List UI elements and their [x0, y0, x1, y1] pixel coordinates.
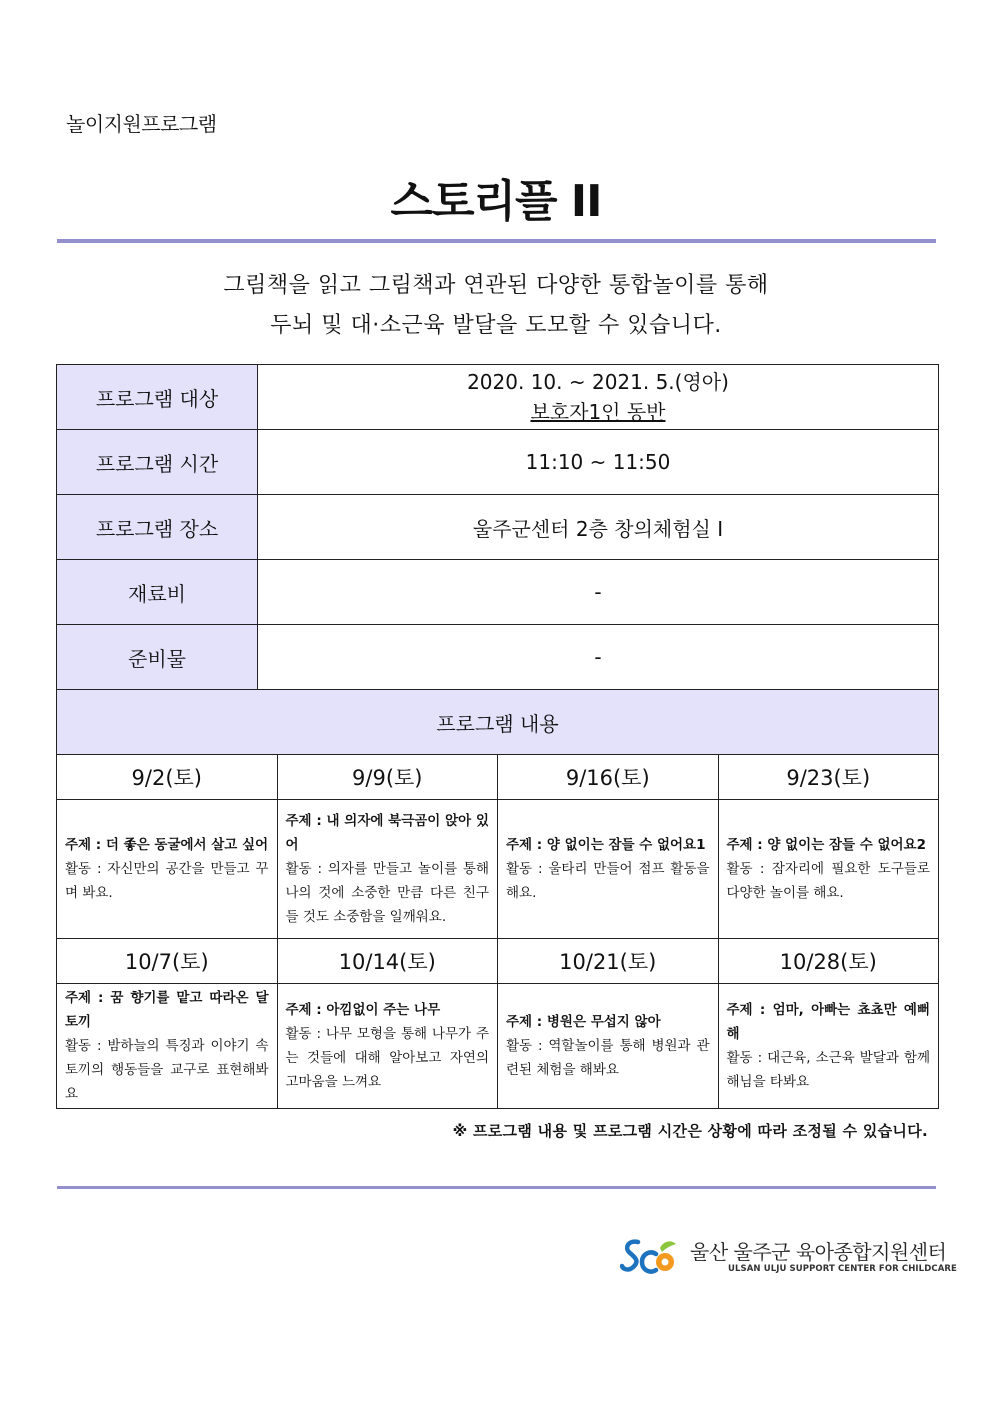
session-detail — [498, 984, 719, 1109]
detail-row-1 — [57, 800, 939, 939]
content-heading-row — [57, 690, 939, 755]
target-value: 2020. 10. ~ 2021. 5.(영아) — [467, 370, 729, 394]
info-row-prep — [57, 625, 939, 690]
session-detail — [718, 800, 939, 939]
session-date: 10/21(토) — [498, 939, 719, 984]
program-info-table — [56, 364, 939, 690]
intro-line-2: 두뇌 및 대·소근육 발달을 도모할 수 있습니다. — [270, 313, 722, 338]
session-topic: 주제 : 꿈 향기를 맡고 따라온 달 토끼 — [65, 990, 269, 1030]
session-date: 10/28(토) — [718, 939, 939, 984]
center-english-name: ULSAN ULJU SUPPORT CENTER FOR CHILDCARE — [728, 1264, 957, 1274]
session-activity: 활동 : 자신만의 공간을 만들고 꾸며 봐요. — [65, 861, 269, 901]
place-label: 프로그램 장소 — [57, 495, 258, 560]
session-date: 10/14(토) — [277, 939, 498, 984]
content-heading: 프로그램 내용 — [57, 690, 939, 755]
session-detail — [498, 800, 719, 939]
center-logo — [620, 1234, 957, 1278]
session-detail — [57, 984, 278, 1109]
session-topic: 주제 : 양 없이는 잠들 수 없어요2 — [726, 837, 926, 853]
session-detail — [57, 800, 278, 939]
time-value: 11:10 ~ 11:50 — [258, 430, 939, 495]
info-row-place — [57, 495, 939, 560]
session-activity: 활동 : 울타리 만들어 점프 활동을 해요. — [506, 861, 710, 901]
intro-text — [0, 266, 992, 346]
session-activity: 활동 : 나무 모형을 통해 나무가 주는 것들에 대해 알아보고 자연의 고마움을 느껴요 — [285, 1026, 489, 1090]
fee-label: 재료비 — [57, 560, 258, 625]
session-activity: 활동 : 밤하늘의 특징과 이야기 속 토끼의 행동들을 교구로 표현해봐요 — [65, 1038, 269, 1102]
session-topic: 주제 : 병원은 무섭지 않아 — [506, 1014, 661, 1030]
session-date: 9/23(토) — [718, 755, 939, 800]
date-row-1 — [57, 755, 939, 800]
session-topic: 주제 : 양 없이는 잠들 수 없어요1 — [506, 837, 706, 853]
prep-label: 준비물 — [57, 625, 258, 690]
session-detail — [718, 984, 939, 1109]
schedule-notice: ※ 프로그램 내용 및 프로그램 시간은 상황에 따라 조정될 수 있습니다. — [452, 1122, 928, 1140]
time-label: 프로그램 시간 — [57, 430, 258, 495]
session-date: 9/16(토) — [498, 755, 719, 800]
session-topic: 주제 : 엄마, 아빠는 쵸쵸만 예뻐해 — [726, 1002, 930, 1042]
date-row-2 — [57, 939, 939, 984]
target-note: 보호자1인 동반 — [530, 400, 666, 424]
session-activity: 활동 : 역할놀이를 통해 병원과 관련된 체험을 해봐요 — [506, 1038, 710, 1078]
session-topic: 주제 : 아낌없이 주는 나무 — [285, 1002, 441, 1018]
intro-line-1: 그림책을 읽고 그림책과 연관된 다양한 통합놀이를 통해 — [223, 273, 769, 298]
page-title: 스토리플 II — [390, 176, 602, 227]
target-value-cell — [258, 365, 939, 430]
session-topic: 주제 : 내 의자에 북극곰이 앉아 있어 — [285, 813, 489, 853]
fee-value: - — [258, 560, 939, 625]
session-activity: 활동 : 의자를 만들고 놀이를 통해 나의 것에 소중한 만큼 다른 친구들 것도 소중함을 일깨워요. — [285, 861, 489, 925]
target-label: 프로그램 대상 — [57, 365, 258, 430]
session-activity: 활동 : 잠자리에 필요한 도구들로 다양한 놀이를 해요. — [726, 861, 930, 901]
session-date: 9/9(토) — [277, 755, 498, 800]
session-detail — [277, 800, 498, 939]
detail-row-2 — [57, 984, 939, 1109]
info-row-target — [57, 365, 939, 430]
center-logo-icon — [620, 1234, 678, 1278]
program-content-table — [56, 689, 939, 1109]
session-topic: 주제 : 더 좋은 동굴에서 살고 싶어 — [65, 837, 269, 853]
prep-value: - — [258, 625, 939, 690]
session-detail — [277, 984, 498, 1109]
program-category: 놀이지원프로그램 — [66, 112, 217, 136]
info-row-time — [57, 430, 939, 495]
session-date: 10/7(토) — [57, 939, 278, 984]
footer-divider — [57, 1186, 936, 1189]
session-date: 9/2(토) — [57, 755, 278, 800]
info-row-fee — [57, 560, 939, 625]
place-value: 울주군센터 2층 창의체험실 I — [258, 495, 939, 560]
session-activity: 활동 : 대근육, 소근육 발달과 함께 해님을 타봐요 — [726, 1050, 930, 1090]
center-name: 울산 울주군 육아종합지원센터 — [690, 1240, 947, 1264]
title-divider — [57, 239, 936, 243]
